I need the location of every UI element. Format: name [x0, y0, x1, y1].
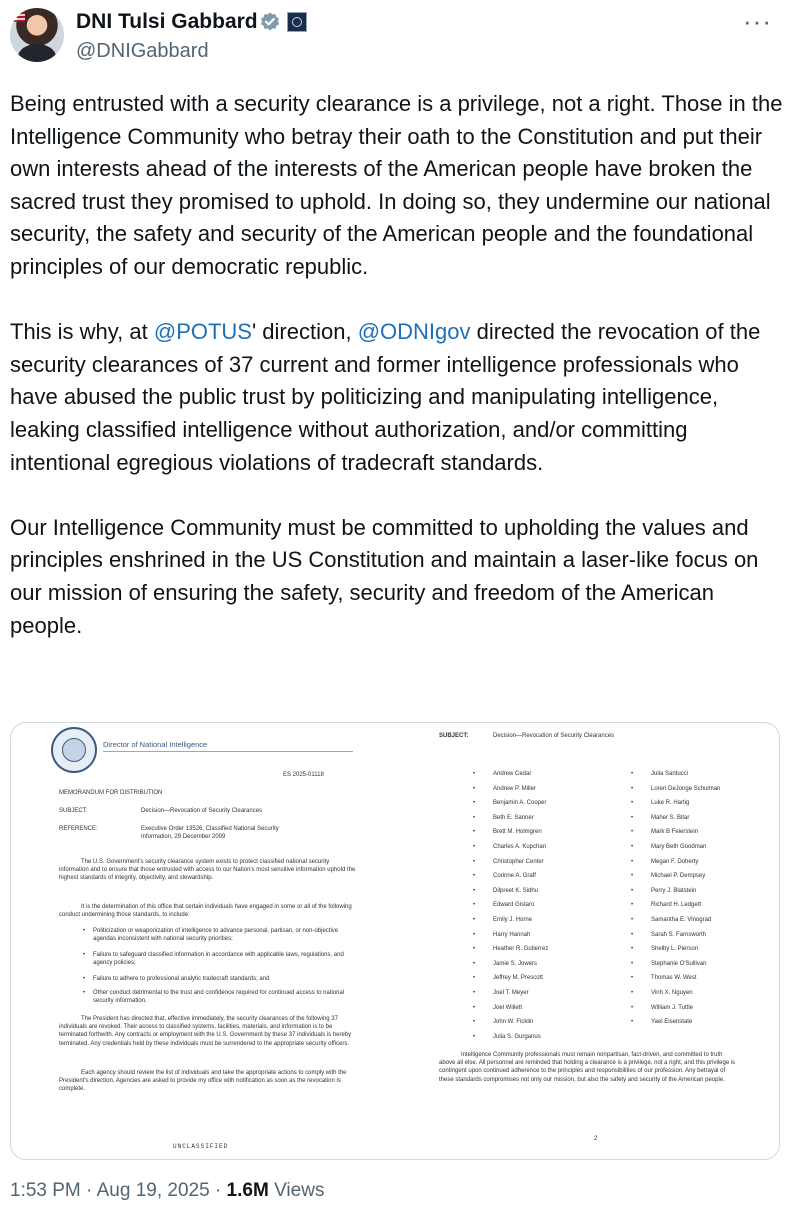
author-handle[interactable]: @DNIGabbard — [76, 40, 209, 62]
government-badge-icon[interactable] — [287, 12, 307, 32]
memo-paragraph-2: It is the determination of this office that certain individuals have engaged in some or all of the following conduct undermining those standards, to include: — [59, 904, 352, 919]
divider — [103, 751, 353, 752]
author-display-name[interactable]: DNI Tulsi Gabbard — [76, 10, 258, 33]
list-item: • Christopher Center — [493, 855, 548, 870]
list-item: • Mary Beth Goodman — [651, 840, 720, 855]
memo-bullet: • Failure to adhere to professional analytic tradecraft standards; and — [93, 975, 359, 983]
separator: · — [86, 1180, 93, 1201]
memo-reference-label: REFERENCE: — [59, 826, 98, 832]
memo-reference-value-2: Information, 29 December 2009 — [141, 834, 226, 840]
post-date[interactable]: Aug 19, 2025 — [96, 1180, 210, 1201]
memo-office-name: Director of National Intelligence — [103, 740, 208, 749]
list-item: • Joel Willett — [493, 1001, 548, 1016]
revoked-names-list-2 — [651, 767, 720, 1030]
list-item: • Shelby L. Pierson — [651, 942, 720, 957]
verified-badge-icon[interactable] — [258, 11, 282, 35]
memo-reference-value-1: Executive Order 13526, Classified National Security — [141, 826, 279, 832]
post-text — [10, 88, 792, 675]
attached-memo-image[interactable] — [10, 722, 780, 1160]
odni-seal-icon — [51, 727, 97, 773]
post-paragraph-1: Being entrusted with a security clearance is a privilege, not a right. Those in the Intelligence Community who betray their oath to the Constitution and put their own interests ahead of the interests of the American people have broken the sacred trust they promised to uphold. In doing so, they undermine our national security, the safety and security of the American people and the foundational principles of our democratic republic. — [10, 91, 783, 279]
mention-potus-link[interactable]: @POTUS — [153, 319, 252, 345]
memo-classification-marking: UNCLASSIFIED — [173, 1143, 229, 1150]
memo-subject-label: SUBJECT: — [59, 808, 88, 814]
views-label: Views — [274, 1180, 325, 1201]
list-item: • Luke R. Hartig — [651, 796, 720, 811]
list-item: • Dilpreet K. Sidhu — [493, 884, 548, 899]
post-metadata — [10, 1180, 324, 1202]
list-item: • Beth E. Sanner — [493, 811, 548, 826]
list-item: • Perry J. Blatstein — [651, 884, 720, 899]
memo-paragraph-3: The President has directed that, effective immediately, the security clearances of the following 37 individuals are revoked. Their access to classified systems, facilities, materials, and information is to be terminated forthwith. Any contracts or employment with the U.S. Government by these 37 individuals is hereby terminated. Any credentials held by these individuals must be surrendered to the appropriate security officers. — [59, 1016, 352, 1047]
memo-page-2 — [401, 723, 779, 1159]
memo-bullet: • Failure to safeguard classified information in accordance with applicable laws, regulations, and agency policies; — [93, 951, 359, 967]
list-item: • Richard H. Ledgett — [651, 898, 720, 913]
list-item: • Stephanie O'Sullivan — [651, 957, 720, 972]
list-item: • Loren DeJonge Schulman — [651, 782, 720, 797]
list-item: • Sarah S. Farnsworth — [651, 928, 720, 943]
list-item: • Benjamin A. Cooper — [493, 796, 548, 811]
list-item: • Michael P. Dempsey — [651, 869, 720, 884]
list-item: • Thomas W. West — [651, 971, 720, 986]
memo-subject-value: Decision—Revocation of Security Clearances — [141, 808, 263, 814]
list-item: • Mark B Feierstein — [651, 825, 720, 840]
post-time[interactable]: 1:53 PM — [10, 1180, 81, 1201]
list-item: • Harry Hannah — [493, 928, 548, 943]
separator: · — [214, 1180, 222, 1201]
flag-icon — [13, 12, 25, 22]
views-count[interactable]: 1.6M — [226, 1180, 269, 1201]
more-options-icon[interactable]: ··· — [743, 6, 772, 36]
list-item: • William J. Tuttle — [651, 1001, 720, 1016]
list-item: • Julia S. Gurganus — [493, 1030, 548, 1045]
list-item: • Vinh X. Nguyen — [651, 986, 720, 1001]
memo-page2-subject-value: Decision—Revocation of Security Clearances — [493, 733, 615, 739]
memo-doc-number: ES 2025-01118 — [283, 772, 324, 778]
list-item: • Andrew Cedar — [493, 767, 548, 782]
memo-bullet: • Politicization or weaponization of intelligence to advance personal, partisan, or non-objective agendas inconsistent with national security priorities; — [93, 927, 359, 943]
avatar[interactable] — [10, 8, 64, 62]
memo-bullet: • Other conduct detrimental to the trust and confidence required for continued access to national security information. — [93, 989, 359, 1005]
list-item: • Corinne A. Graff — [493, 869, 548, 884]
memo-memorandum-line: MEMORANDUM FOR DISTRIBUTION — [59, 790, 163, 796]
memo-page2-subject-label: SUBJECT: — [439, 733, 469, 739]
list-item: • Edward Gistaro — [493, 898, 548, 913]
list-item: • Andrew P. Miller — [493, 782, 548, 797]
list-item: • Maher S. Bitar — [651, 811, 720, 826]
list-item: • Jeffrey M. Prescott — [493, 971, 548, 986]
post-header — [0, 0, 800, 80]
memo-closing-paragraph: Intelligence Community professionals must remain nonpartisan, fact-driven, and committed to truth above all else. All personnel are reminded that holding a clearance is a privilege, not a right, and this privilege is contingent upon continued adherence to the principles and responsibilities of our profession. Any betrayal of these standards compromises not only our mission, but also the safety and security of the American people. — [439, 1052, 736, 1083]
memo-page-number: 2 — [594, 1136, 598, 1142]
list-item: • Jamie S. Jowers — [493, 957, 548, 972]
list-item: • Joel T. Meyer — [493, 986, 548, 1001]
post-paragraph-2: This is why, at @POTUS' direction, @ODNIgov directed the revocation of the security clearances of 37 current and former intelligence professionals who have abused the public trust by politicizing and manipulating intelligence, leaking classified intelligence without authorization, and/or committing intentional egregious violations of tradecraft standards. — [10, 319, 761, 475]
list-item: • Megan F. Doherty — [651, 855, 720, 870]
post-paragraph-3: Our Intelligence Community must be committed to upholding the values and principles enshrined in the US Constitution and maintain a laser-like focus on our mission of ensuring the safety, security and freedom of the American people. — [10, 514, 759, 638]
list-item: • Julia Santucci — [651, 767, 720, 782]
list-item: • Samantha E. Vinograd — [651, 913, 720, 928]
memo-page-1 — [11, 723, 391, 1159]
revoked-names-list-1 — [493, 767, 548, 1044]
memo-paragraph-4: Each agency should review the list of individuals and take the appropriate actions to comply with the President's direction. Agencies are asked to provide my office with notification as soon as the revocation is complete. — [59, 1070, 347, 1093]
list-item: • Charles A. Kupchan — [493, 840, 548, 855]
list-item: • Yael Eisenstate — [651, 1015, 720, 1030]
mention-odnigov-link[interactable]: @ODNIgov — [357, 319, 471, 345]
list-item: • John W. Ficklin — [493, 1015, 548, 1030]
memo-paragraph-1: The U.S. Government's security clearance system exists to protect classified national security information and to ensure that those entrusted with access to our Nation's most sensitive information uphold the highest standards of integrity, objectivity, and stewardship. — [59, 859, 356, 882]
list-item: • Emily J. Horne — [493, 913, 548, 928]
list-item: • Brett M. Holmgren — [493, 825, 548, 840]
list-item: • Heather R. Gutierrez — [493, 942, 548, 957]
